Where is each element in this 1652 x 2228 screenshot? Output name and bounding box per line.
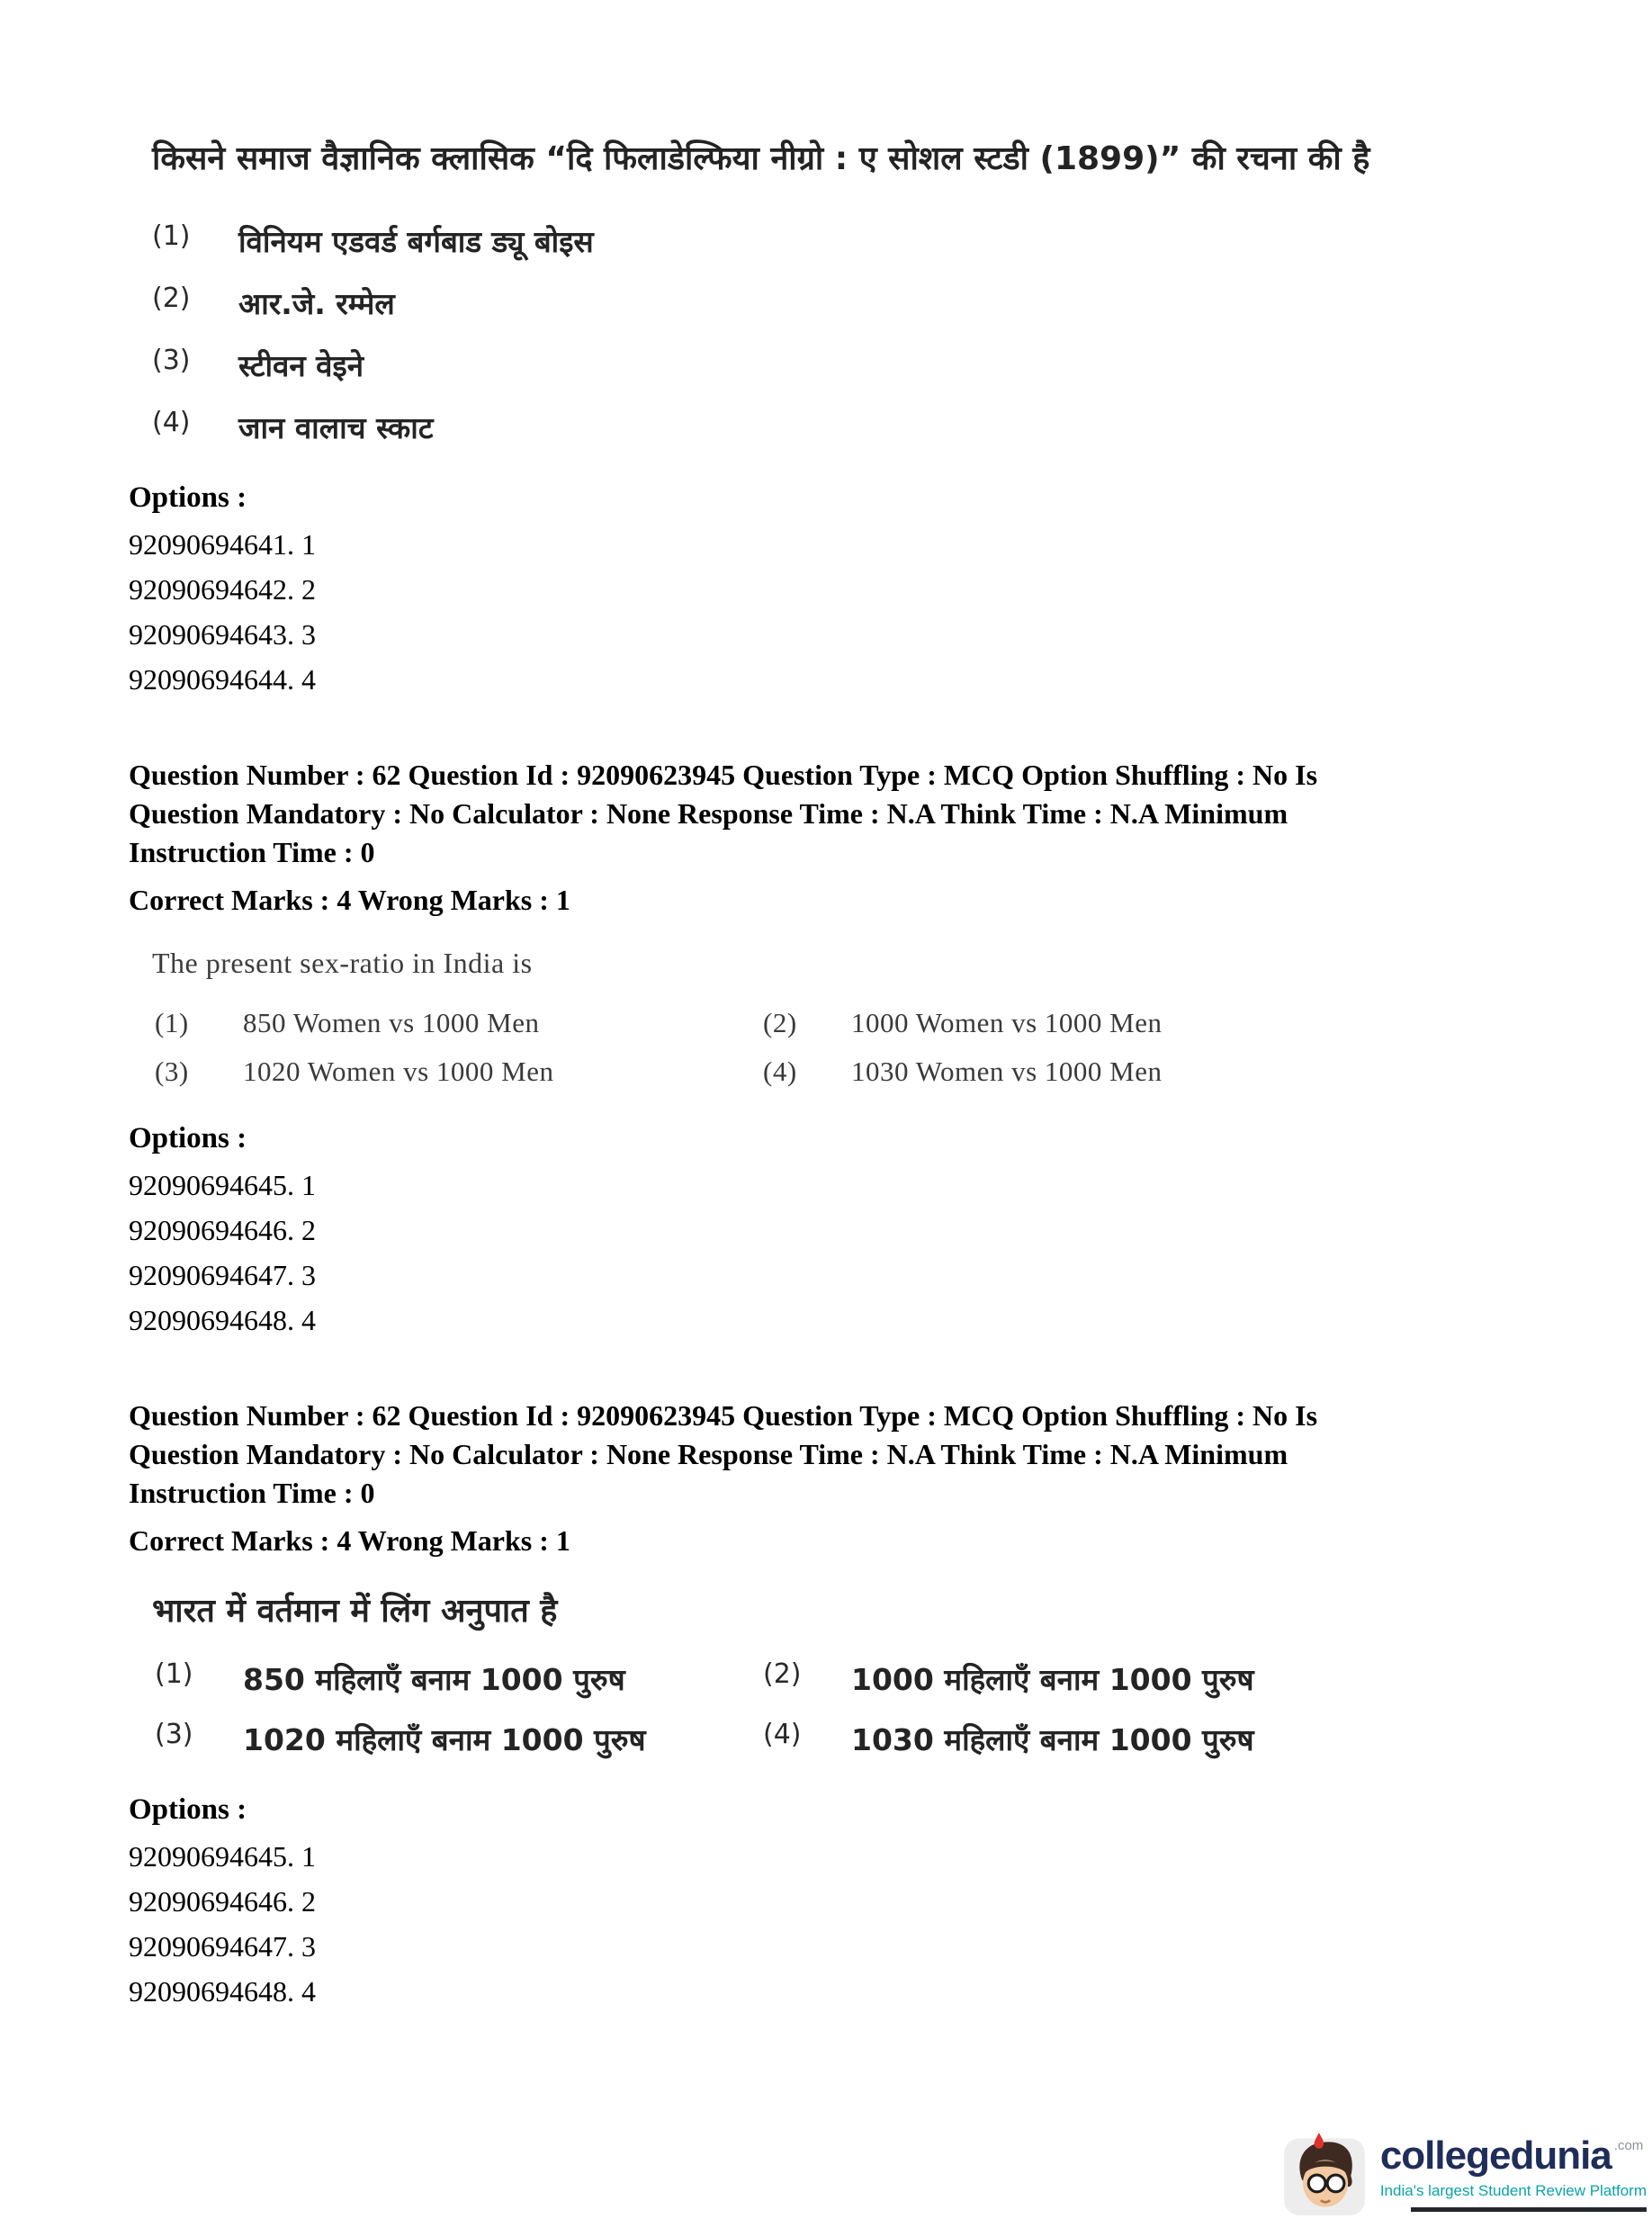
choice-number: (1) xyxy=(155,1658,193,1690)
choice-row xyxy=(763,1719,1459,1759)
choice-number: (3) xyxy=(155,1056,189,1087)
brand-text xyxy=(1380,2136,1647,2212)
option-id: 92090694642. 2 xyxy=(129,573,316,606)
option-id: 92090694646. 2 xyxy=(129,1214,316,1246)
footer-rule xyxy=(1411,2207,1647,2212)
brand-tagline: India's largest Student Review Platform xyxy=(1379,2182,1647,2199)
option-id: 92090694647. 3 xyxy=(129,1930,316,1963)
choice-number: (1) xyxy=(152,220,191,252)
options-label: Options : xyxy=(129,481,247,514)
question-text: किसने समाज वैज्ञानिक क्लासिक “दि फिलाडेल्फिया नीग्रो : ए सोशल स्टडी (1899)” की रचना की है xyxy=(152,140,1370,177)
choice-text: आर.जे. रम्मेल xyxy=(238,286,395,321)
choice-text: 850 महिलाएँ बनाम 1000 पुरुष xyxy=(243,1662,625,1697)
option-id: 92090694644. 4 xyxy=(129,663,316,696)
choice-text: स्टीवन वेइने xyxy=(238,348,364,383)
options-label: Options : xyxy=(129,1122,247,1154)
choice-number: (3) xyxy=(155,1719,193,1750)
choice-number: (4) xyxy=(763,1056,797,1087)
option-id-list xyxy=(129,522,1652,702)
option-id: 92090694647. 3 xyxy=(129,1259,316,1291)
choice-text: 1020 Women vs 1000 Men xyxy=(243,1056,554,1087)
option-id: 92090694646. 2 xyxy=(129,1885,316,1918)
choice-number: (2) xyxy=(763,1007,797,1038)
metadata-line: Question Number : 62 Question Id : 92090623945 Question Type : MCQ Option Shuffling : No Is xyxy=(129,759,1318,791)
collegedunia-logo xyxy=(1281,2131,1652,2217)
option-id: 92090694645. 1 xyxy=(129,1169,316,1201)
choice-text: जान वालाच स्काट xyxy=(238,410,434,445)
choice-number: (4) xyxy=(152,407,191,438)
choice-text: 1020 महिलाएँ बनाम 1000 पुरुष xyxy=(243,1722,646,1757)
choice-row xyxy=(155,1719,763,1759)
option-id-list xyxy=(129,1163,1652,1343)
choices-grid xyxy=(155,1658,1459,1759)
choice-text: विनियम एडवर्ड बर्गबाड ड्यू बोइस xyxy=(238,224,594,259)
choice-row xyxy=(155,1658,763,1699)
option-id: 92090694648. 4 xyxy=(129,1975,316,2008)
option-id: 92090694648. 4 xyxy=(129,1304,316,1336)
marks-line: Correct Marks : 4 Wrong Marks : 1 xyxy=(129,1524,570,1557)
choice-text: 1000 Women vs 1000 Men xyxy=(851,1007,1163,1038)
choice-row xyxy=(763,1007,1459,1039)
brand-name: collegedunia xyxy=(1379,2134,1612,2178)
question-text: भारत में वर्तमान में लिंग अनुपात है xyxy=(152,1593,558,1630)
metadata-line: Question Mandatory : No Calculator : None Response Time : N.A Think Time : N.A Minimum xyxy=(129,797,1288,830)
metadata-line: Instruction Time : 0 xyxy=(129,1477,375,1509)
options-label: Options : xyxy=(129,1793,247,1826)
question-block-hindi-62 xyxy=(129,1397,1652,2014)
metadata-line: Question Mandatory : No Calculator : None Response Time : N.A Think Time : N.A Minimum xyxy=(129,1438,1288,1470)
option-id: 92090694643. 3 xyxy=(129,618,316,651)
question-text: The present sex-ratio in India is xyxy=(152,947,533,979)
question-block-hindi-top xyxy=(129,0,1652,702)
choice-row xyxy=(155,1056,763,1088)
choice-row xyxy=(152,345,1652,385)
question-metadata xyxy=(129,756,1496,872)
question-block-english-62 xyxy=(129,756,1652,1343)
choice-row xyxy=(155,1007,763,1039)
brand-suffix: .com xyxy=(1613,2138,1644,2153)
choices-list xyxy=(152,220,1652,447)
marks-line: Correct Marks : 4 Wrong Marks : 1 xyxy=(129,884,570,916)
question-metadata xyxy=(129,1397,1496,1513)
collegedunia-mascot-icon xyxy=(1281,2131,1368,2217)
choice-row xyxy=(763,1056,1459,1088)
metadata-line: Instruction Time : 0 xyxy=(129,836,375,868)
choice-number: (1) xyxy=(155,1007,189,1038)
choice-text: 1030 महिलाएँ बनाम 1000 पुरुष xyxy=(851,1722,1254,1757)
option-id: 92090694645. 1 xyxy=(129,1840,316,1873)
choice-text: 850 Women vs 1000 Men xyxy=(243,1007,540,1038)
choice-row xyxy=(763,1658,1459,1699)
choice-number: (4) xyxy=(763,1719,802,1750)
choice-number: (3) xyxy=(152,345,191,376)
choice-row xyxy=(152,407,1652,447)
option-id: 92090694641. 1 xyxy=(129,528,316,561)
choice-row xyxy=(152,220,1652,261)
option-id-list xyxy=(129,1834,1652,2014)
choice-number: (2) xyxy=(763,1658,802,1690)
choice-row xyxy=(152,283,1652,323)
metadata-line: Question Number : 62 Question Id : 92090623945 Question Type : MCQ Option Shuffling : No Is xyxy=(129,1399,1318,1432)
choice-number: (2) xyxy=(152,283,191,314)
choice-text: 1030 Women vs 1000 Men xyxy=(851,1056,1163,1087)
choice-text: 1000 महिलाएँ बनाम 1000 पुरुष xyxy=(851,1662,1254,1697)
choices-grid xyxy=(155,1007,1459,1088)
